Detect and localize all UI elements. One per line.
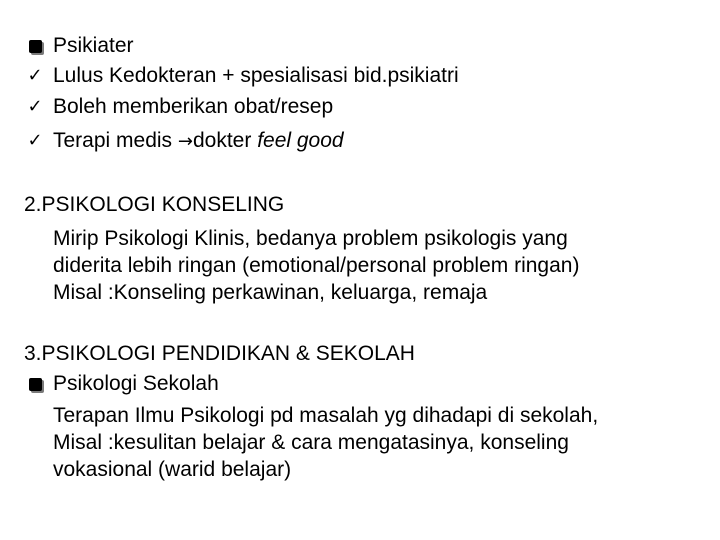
check-item-3-italic: feel good: [257, 129, 344, 152]
checkmark-icon: ✓: [27, 130, 43, 151]
check-item-2: Boleh memberikan obat/resep: [53, 95, 334, 118]
section-heading-pendidikan: 3.PSIKOLOGI PENDIDIKAN & SEKOLAH: [24, 342, 415, 365]
check-item-3-prefix: Terapi medis: [53, 129, 178, 152]
section-heading-konseling: 2.PSIKOLOGI KONSELING: [24, 193, 285, 216]
square-bullet-icon: [24, 369, 46, 399]
bullet-psikologi-sekolah: Psikologi Sekolah: [53, 372, 219, 395]
konseling-body-line-1: Mirip Psikologi Klinis, bedanya problem psikologis yang: [53, 227, 568, 250]
sekolah-body-line-1: Terapan Ilmu Psikologi pd masalah yg dihadapi di sekolah,: [53, 404, 599, 427]
konseling-body-line-2: diderita lebih ringan (emotional/personal problem ringan): [53, 254, 580, 277]
check-item-1: Lulus Kedokteran + spesialisasi bid.psikiatri: [53, 64, 459, 87]
sekolah-body-line-3: vokasional (warid belajar): [53, 458, 292, 481]
right-arrow-icon: →: [177, 131, 193, 152]
bullet-psikiater: Psikiater: [53, 34, 134, 57]
check-item-3: [53, 126, 344, 157]
square-bullet-icon: [24, 31, 46, 61]
checkmark-icon: ✓: [27, 65, 43, 86]
sekolah-body-line-2: Misal :kesulitan belajar & cara mengatasinya, konseling: [53, 431, 569, 454]
konseling-body-line-3: Misal :Konseling perkawinan, keluarga, remaja: [53, 281, 488, 304]
checkmark-icon: ✓: [27, 96, 43, 117]
check-item-3-middle: dokter: [192, 129, 258, 152]
